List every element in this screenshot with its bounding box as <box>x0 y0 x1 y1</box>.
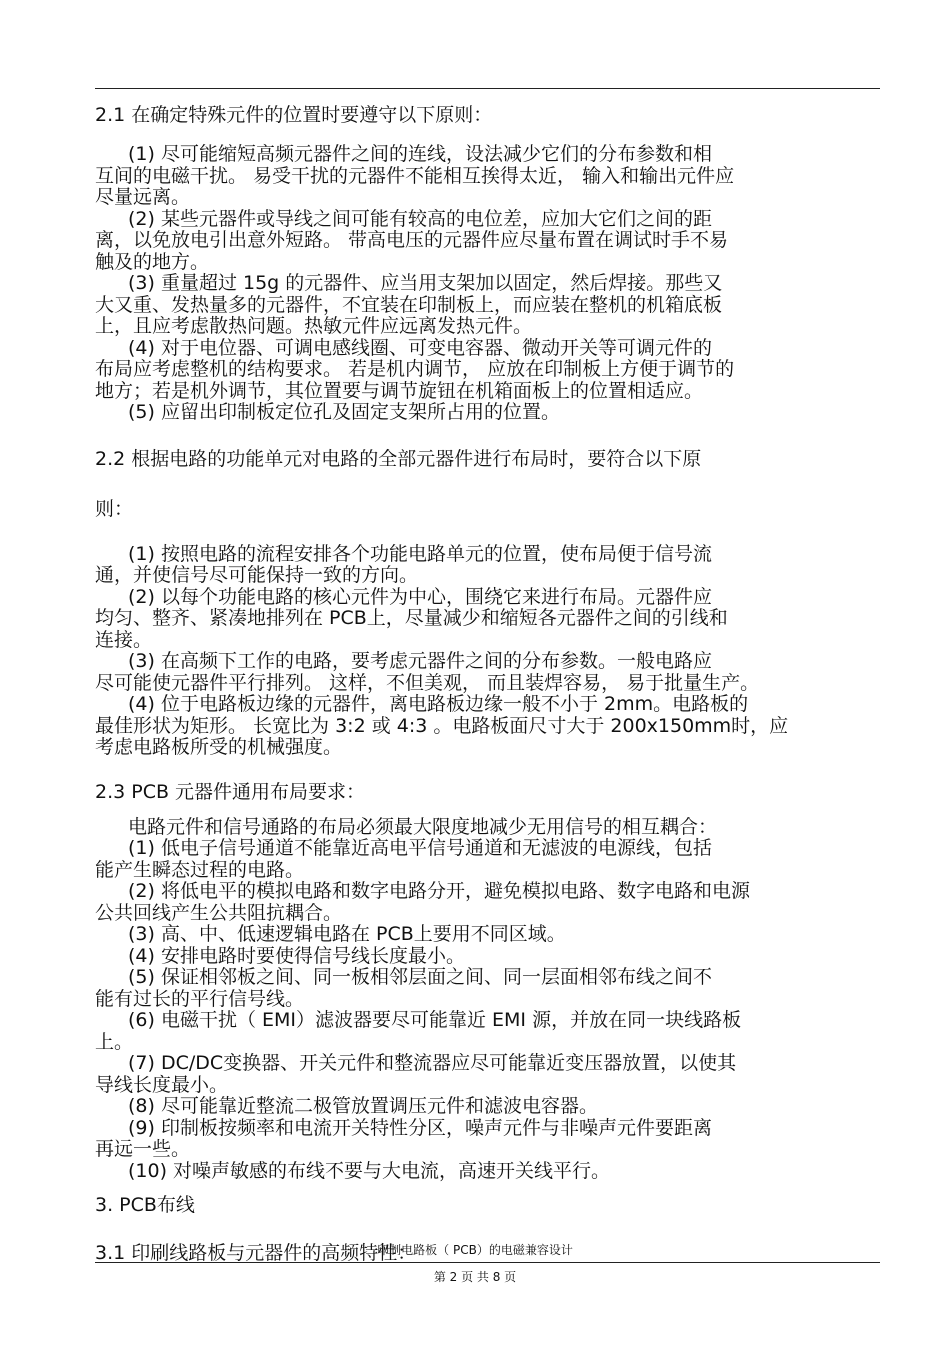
footer-rule <box>95 1262 880 1263</box>
s23-line-6: (3) 高、中、低速逻辑电路在 PCB上要用不同区域。 <box>128 923 566 945</box>
s21-line-5: 离，以免放电引出意外短路。 带高电压的元器件应尽量布置在调试时手不易 <box>95 229 729 251</box>
s21-line-8: 大又重、发热量多的元器件，不宜装在印制板上，而应装在整机的机箱底板 <box>95 293 723 316</box>
s23-line-11: 上。 <box>95 1030 134 1053</box>
section-2-3-heading: 2.3 PCB 元器件通用布局要求： <box>95 780 366 803</box>
s23-line-8: (5) 保证相邻板之间、同一板相邻层面之间、同一层面相邻布线之间不 <box>128 966 712 988</box>
s23-line-7: (4) 安排电路时要使得信号线长度最小。 <box>128 944 465 967</box>
section-3-heading: 3. PCB布线 <box>95 1194 195 1216</box>
document-body <box>95 104 880 1264</box>
s21-line-2: 互间的电磁干扰。 易受干扰的元器件不能相互挨得太近， 输入和输出元件应 <box>95 164 735 187</box>
footer-document-title: 印制电路板（ PCB）的电磁兼容设计 <box>377 1243 573 1257</box>
s23-line-13: 导线长度最小。 <box>95 1073 229 1096</box>
s22-line-5: 连接。 <box>95 628 153 651</box>
s21-line-6: 触及的地方。 <box>95 250 210 273</box>
s21-line-11: 布局应考虑整机的结构要求。 若是机内调节， 应放在印制板上方便于调节的 <box>95 358 735 380</box>
s22-line-9: 最佳形状为矩形。 长宽比为 3:2 或 4:3 。电路板面尺寸大于 200x150mm时，应 <box>95 714 789 737</box>
s21-line-9: 上，且应考虑散热问题。热敏元件应远离发热元件。 <box>95 315 533 337</box>
s23-line-16: 再远一些。 <box>95 1138 191 1160</box>
s23-line-12: (7) DC/DC变换器、开关元件和整流器应尽可能靠近变压器放置，以使其 <box>128 1052 737 1074</box>
s23-line-3: 能产生瞬态过程的电路。 <box>95 858 305 881</box>
s22-line-7: 尽可能使元器件平行排列。 这样，不但美观， 而且装焊容易， 易于批量生产。 <box>95 671 760 694</box>
s22-line-10: 考虑电路板所受的机械强度。 <box>95 736 343 758</box>
s23-line-14: (8) 尽可能靠近整流二极管放置调压元件和滤波电容器。 <box>128 1095 598 1117</box>
s22-line-6: (3) 在高频下工作的电路，要考虑元器件之间的分布参数。一般电路应 <box>128 650 712 672</box>
s23-line-2: (1) 低电子信号通道不能靠近高电平信号通道和无滤波的电源线，包括 <box>128 837 712 859</box>
s23-line-5: 公共回线产生公共阻抗耦合。 <box>95 901 343 924</box>
s22-line-8: (4) 位于电路板边缘的元器件，离电路板边缘一般不小于 2mm。电路板的 <box>128 693 749 715</box>
s21-line-13: (5) 应留出印制板定位孔及固定支架所占用的位置。 <box>128 401 560 423</box>
s21-line-4: (2) 某些元器件或导线之间可能有较高的电位差，应加大它们之间的距 <box>128 207 712 230</box>
section-3-1-heading: 3.1 印刷线路板与元器件的高频特性： <box>95 1242 417 1264</box>
footer-page-number: 第 2 页 共 8 页 <box>433 1270 517 1284</box>
s23-line-4: (2) 将低电平的模拟电路和数字电路分开，避免模拟电路、数字电路和电源 <box>128 880 750 902</box>
s21-line-3: 尽量远离。 <box>95 186 191 208</box>
s22-line-4: 均匀、整齐、紧凑地排列在 PCB上，尽量减少和缩短各元器件之间的引线和 <box>95 607 728 629</box>
s21-line-1: (1) 尽可能缩短高频元器件之间的连线，设法减少它们的分布参数和相 <box>128 143 712 165</box>
s21-line-10: (4) 对于电位器、可调电感线圈、可变电容器、微动开关等可调元件的 <box>128 336 712 359</box>
s23-line-9: 能有过长的平行信号线。 <box>95 987 305 1010</box>
s23-line-1: 电路元件和信号通路的布局必须最大限度地减少无用信号的相互耦合： <box>128 815 718 838</box>
s23-line-15: (9) 印制板按频率和电流开关特性分区，噪声元件与非噪声元件要距离 <box>128 1116 712 1139</box>
s21-line-12: 地方；若是机外调节，其位置要与调节旋钮在机箱面板上的位置相适应。 <box>95 379 704 402</box>
s23-line-17: (10) 对噪声敏感的布线不要与大电流，高速开关线平行。 <box>128 1159 611 1182</box>
s23-line-10: (6) 电磁干扰（ EMI）滤波器要尽可能靠近 EMI 源，并放在同一块线路板 <box>128 1009 742 1031</box>
header-rule <box>95 88 880 89</box>
s22-line-1: (1) 按照电路的流程安排各个功能电路单元的位置，使布局便于信号流 <box>128 542 712 565</box>
s21-line-7: (3) 重量超过 15g 的元器件、应当用支架加以固定，然后焊接。那些又 <box>128 272 723 294</box>
s22-line-3: (2) 以每个功能电路的核心元件为中心，围绕它来进行布局。元器件应 <box>128 585 712 608</box>
s22-line-2: 通，并使信号尽可能保持一致的方向。 <box>95 564 419 586</box>
section-2-2-heading-cont: 则： <box>95 497 134 520</box>
section-2-1-heading: 2.1 在确定特殊元件的位置时要遵守以下原则： <box>95 104 493 126</box>
section-2-2-heading: 2.2 根据电路的功能单元对电路的全部元器件进行布局时，要符合以下原 <box>95 447 702 470</box>
